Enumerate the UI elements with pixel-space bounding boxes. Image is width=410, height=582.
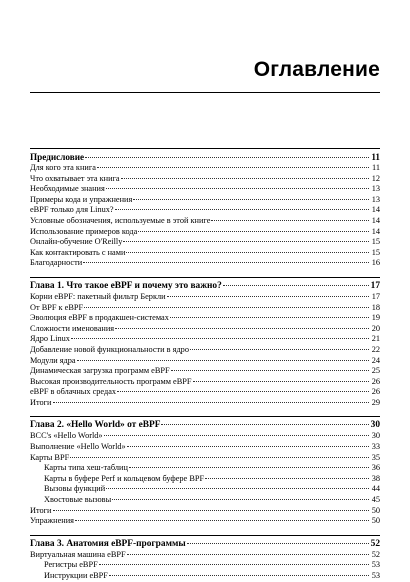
toc-entry-label: Карты типа хеш-таблиц — [44, 463, 128, 473]
dot-leader — [171, 370, 369, 371]
page-title: Оглавление — [253, 58, 380, 81]
toc-subentry[interactable] — [30, 571, 380, 582]
toc-page-number: 17 — [370, 280, 380, 291]
title-rule — [30, 92, 380, 93]
dot-leader — [223, 285, 369, 286]
toc-page-number: 26 — [371, 376, 380, 386]
toc-entry-label: Использование примеров кода — [30, 226, 138, 236]
toc-entry-label: Необходимые знания — [30, 184, 105, 194]
dot-leader — [70, 457, 369, 458]
dot-leader — [97, 167, 369, 168]
toc-entry[interactable] — [30, 442, 380, 453]
section-gap — [30, 408, 380, 416]
dot-leader — [115, 209, 369, 210]
toc-subentry[interactable] — [30, 474, 380, 485]
dot-leader — [109, 575, 369, 576]
toc-entry-label: Виртуальная машина eBPF — [30, 549, 126, 559]
toc-chapter-heading[interactable] — [30, 416, 380, 431]
toc-entry[interactable] — [30, 195, 380, 206]
toc-entry-label: Карты BPF — [30, 452, 70, 462]
dot-leader — [127, 554, 369, 555]
toc-entry[interactable] — [30, 356, 380, 367]
toc-heading-label: Глава 2. «Hello World» от eBPF — [30, 420, 161, 431]
toc-entry-label: Вызовы функций — [44, 484, 106, 494]
toc-entry-label: Упражнения — [30, 516, 74, 526]
dot-leader — [104, 435, 369, 436]
toc-entry-label: Выполнение «Hello World» — [30, 442, 126, 452]
dot-leader — [129, 467, 369, 468]
toc-entry-label: Динамическая загрузка программ eBPF — [30, 366, 170, 376]
dot-leader — [190, 349, 369, 350]
dot-leader — [112, 499, 369, 500]
toc-heading-label: Предисловие — [30, 152, 85, 162]
section-gap — [30, 269, 380, 277]
dot-leader — [121, 178, 369, 179]
dot-leader — [75, 520, 369, 521]
toc-page-number: 14 — [371, 205, 380, 215]
dot-leader — [115, 328, 369, 329]
dot-leader — [117, 391, 369, 392]
toc-entry[interactable] — [30, 237, 380, 248]
toc-entry-label: Добавление новой функциональности в ядро — [30, 344, 189, 354]
toc-entry[interactable] — [30, 313, 380, 324]
toc-entry-label: Инструкции eBPF — [44, 571, 108, 580]
dot-leader — [211, 220, 369, 221]
dot-leader — [77, 360, 369, 361]
toc-page-number: 53 — [371, 560, 380, 570]
toc-entry[interactable] — [30, 345, 380, 356]
dot-leader — [106, 488, 369, 489]
toc-page-number: 22 — [371, 344, 380, 354]
toc-page-number: 19 — [371, 313, 380, 323]
dot-leader — [205, 478, 369, 479]
toc-page-number: 26 — [371, 387, 380, 397]
toc-entry[interactable] — [30, 516, 380, 527]
toc-chapter-heading[interactable] — [30, 535, 380, 550]
dot-leader — [133, 199, 369, 200]
toc-entry-label: Примеры кода и упражнения — [30, 194, 133, 204]
dot-leader — [53, 402, 370, 403]
toc-page-number: 30 — [370, 420, 380, 431]
section-gap — [30, 527, 380, 535]
toc-page-number: 35 — [371, 452, 380, 462]
toc-entry[interactable] — [30, 387, 380, 398]
toc-entry[interactable] — [30, 431, 380, 442]
toc-page-number: 30 — [371, 431, 380, 441]
toc-entry-label: Хвостовые вызовы — [44, 495, 112, 505]
toc-page-number: 11 — [371, 152, 380, 162]
toc-page-number: 13 — [371, 184, 380, 194]
toc-preface-heading[interactable] — [30, 148, 380, 163]
toc-entry-label: eBPF в облачных средах — [30, 387, 117, 397]
dot-leader — [193, 381, 370, 382]
dot-leader — [123, 241, 369, 242]
toc-entry[interactable] — [30, 377, 380, 388]
toc-entry-label: eBPF только для Linux? — [30, 205, 114, 215]
toc-entry-label: Сложности именования — [30, 323, 115, 333]
toc-entry[interactable] — [30, 163, 380, 174]
dot-leader — [187, 543, 369, 544]
toc-page-number: 15 — [371, 237, 380, 247]
toc-entry-label: Благодарности — [30, 258, 83, 268]
toc-entry-label: Что охватывает эта книга — [30, 173, 120, 183]
dot-leader — [167, 296, 369, 297]
toc-entry[interactable] — [30, 184, 380, 195]
toc-page-number: 20 — [371, 323, 380, 333]
toc-page-number: 13 — [371, 194, 380, 204]
dot-leader — [106, 188, 369, 189]
toc-heading-label: Глава 3. Анатомия eBPF-программы — [30, 538, 186, 549]
toc-page-number: 14 — [371, 226, 380, 236]
toc-entry[interactable] — [30, 292, 380, 303]
dot-leader — [126, 252, 369, 253]
toc-entry[interactable] — [30, 216, 380, 227]
dot-leader — [138, 231, 369, 232]
toc-page-number: 36 — [371, 463, 380, 473]
toc-entry-label: Итоги — [30, 397, 52, 407]
toc-entry[interactable] — [30, 205, 380, 216]
toc-page-number: 44 — [371, 484, 380, 494]
toc-page-number: 18 — [371, 302, 380, 312]
toc-entry[interactable] — [30, 303, 380, 314]
toc-entry[interactable] — [30, 248, 380, 259]
toc-entry-label: Для кого эта книга — [30, 163, 96, 172]
toc-page-number: 50 — [371, 516, 380, 526]
dot-leader — [71, 338, 369, 339]
toc-chapter-heading[interactable] — [30, 277, 380, 292]
toc-entry[interactable] — [30, 550, 380, 561]
dot-leader — [84, 307, 369, 308]
dot-leader — [170, 317, 369, 318]
toc-subentry[interactable] — [30, 495, 380, 506]
toc-page-number: 16 — [371, 258, 380, 268]
toc-entry[interactable] — [30, 174, 380, 185]
toc-entry[interactable] — [30, 334, 380, 345]
toc-entry-label: Онлайн-обучение O'Reilly — [30, 237, 123, 247]
toc-page-number: 50 — [371, 505, 380, 515]
toc-entry[interactable] — [30, 366, 380, 377]
toc-entry-label: Ядро Linux — [30, 334, 70, 344]
toc-entry[interactable] — [30, 398, 380, 409]
toc-entry-label: BCC's «Hello World» — [30, 431, 103, 441]
toc-subentry[interactable] — [30, 463, 380, 474]
toc-subentry[interactable] — [30, 484, 380, 495]
toc-page-number: 38 — [371, 473, 380, 483]
toc-entry[interactable] — [30, 324, 380, 335]
toc-page-number: 17 — [371, 291, 380, 301]
toc-entry[interactable] — [30, 506, 380, 517]
toc-entry-label: Карты в буфере Perf и кольцевом буфере BPF — [44, 473, 205, 483]
toc-entry-label: Модули ядра — [30, 355, 76, 365]
toc-page-number: 15 — [371, 247, 380, 257]
dot-leader — [99, 564, 369, 565]
toc-page-number: 45 — [371, 495, 380, 505]
toc-entry-label: Регистры eBPF — [44, 560, 98, 570]
toc-page-number: 29 — [371, 397, 380, 407]
toc-page-number: 33 — [371, 442, 380, 452]
dot-leader — [127, 446, 369, 447]
toc-page-number: 12 — [371, 173, 380, 183]
dot-leader — [85, 157, 369, 158]
toc-page-number: 53 — [371, 571, 380, 580]
toc-entry[interactable] — [30, 258, 380, 269]
dot-leader — [83, 262, 369, 263]
toc-entry-label: Условные обозначения, используемые в этой книге — [30, 215, 211, 225]
toc-entry-label: Эволюция eBPF в продакшен-системах — [30, 313, 169, 323]
toc-entry[interactable] — [30, 227, 380, 238]
toc-entry-label: Корни eBPF: пакетный фильтр Беркли — [30, 291, 166, 301]
toc-page-number: 52 — [370, 538, 380, 549]
toc-entry-label: От BPF к eBPF — [30, 302, 84, 312]
dot-leader — [53, 510, 370, 511]
toc-entry-label: Как контактировать с нами — [30, 247, 126, 257]
toc-page-number: 21 — [371, 334, 380, 344]
toc-entry[interactable] — [30, 453, 380, 464]
toc-page-number: 11 — [372, 163, 380, 172]
toc-heading-label: Глава 1. Что такое eBPF и почему это важно? — [30, 280, 222, 291]
toc-page-number: 25 — [371, 366, 380, 376]
toc-entry-label: Итоги — [30, 505, 52, 515]
toc-subentry[interactable] — [30, 560, 380, 571]
table-of-contents — [30, 148, 380, 582]
toc-entry-label: Высокая производительность программ eBPF — [30, 376, 192, 386]
toc-page-number: 24 — [371, 355, 380, 365]
dot-leader — [161, 424, 369, 425]
toc-page-number: 52 — [371, 549, 380, 559]
toc-page-number: 14 — [371, 215, 380, 225]
